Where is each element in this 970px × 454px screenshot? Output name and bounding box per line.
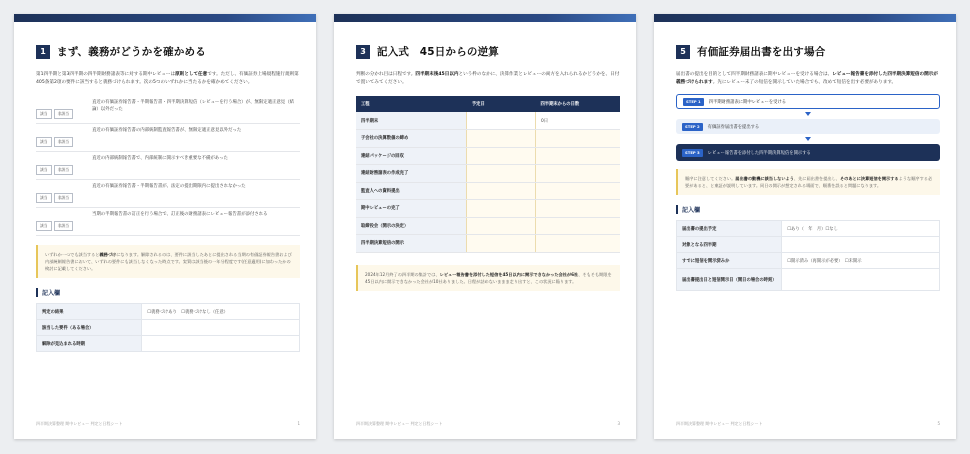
form-field[interactable] bbox=[782, 269, 940, 291]
arrow-down-icon bbox=[805, 137, 811, 141]
page-header-bar bbox=[654, 14, 956, 22]
not-applicable-tag[interactable]: 非該当 bbox=[54, 109, 73, 119]
date-input[interactable] bbox=[467, 182, 536, 200]
form-row bbox=[37, 336, 300, 352]
form-field[interactable] bbox=[142, 336, 300, 352]
page-header-bar bbox=[334, 14, 636, 22]
date-input[interactable] bbox=[467, 147, 536, 165]
section-title: 記入式 45日からの逆算 bbox=[377, 46, 500, 58]
step-flow bbox=[676, 94, 940, 161]
days-input[interactable] bbox=[536, 165, 621, 183]
form-row bbox=[677, 253, 940, 269]
checklist-text: 直近の有価証券報告書の内部統制監査報告書が、無限定適正意見以外だった bbox=[92, 128, 242, 134]
section-number: 3 bbox=[356, 45, 370, 59]
step-text: レビュー報告書を添付した四半期決算短信を開示する bbox=[707, 150, 811, 156]
checklist-item bbox=[36, 208, 300, 236]
form-field[interactable] bbox=[142, 320, 300, 336]
form-heading bbox=[676, 205, 940, 214]
page-footer bbox=[676, 421, 940, 427]
step-label: 四半期末 bbox=[356, 112, 467, 130]
checklist-text: 直近の内部統制報告書で、内部統制に開示すべき重要な不備があった bbox=[92, 156, 228, 162]
form-title: 記入欄 bbox=[42, 290, 61, 298]
table-row bbox=[356, 112, 620, 130]
table-row bbox=[356, 130, 620, 148]
step-badge: STEP 1 bbox=[683, 98, 704, 106]
step-label: 子会社の決算数値の締め bbox=[356, 130, 467, 148]
intro-paragraph: 第1四半期と第3四半期の四半期財務諸表等に対する期中レビューは原則として任意です。ただし、有価証券上場規程施行規則第405条第2項の要件に該当すると義務づけられます。次の5つのいずれかに当たるかを確かめてください。 bbox=[36, 72, 299, 85]
form-label: 対象となる四半期 bbox=[677, 237, 782, 253]
heading-accent-bar bbox=[36, 288, 38, 297]
days-input[interactable] bbox=[536, 130, 621, 148]
page-header-bar bbox=[14, 14, 316, 22]
form-heading bbox=[36, 288, 300, 297]
days-input[interactable]: 0日 bbox=[536, 112, 621, 130]
form-label: 該当した要件（ある場合） bbox=[37, 320, 142, 336]
step-1 bbox=[676, 94, 940, 109]
page-footer bbox=[36, 421, 300, 427]
not-applicable-tag[interactable]: 非該当 bbox=[54, 221, 73, 231]
table-row bbox=[356, 200, 620, 218]
entry-form bbox=[676, 220, 940, 291]
form-field[interactable] bbox=[782, 237, 940, 253]
page-1 bbox=[14, 14, 316, 439]
date-input[interactable] bbox=[467, 235, 536, 253]
section-number: 5 bbox=[676, 45, 690, 59]
not-applicable-tag[interactable]: 非該当 bbox=[54, 165, 73, 175]
section-number: 1 bbox=[36, 45, 50, 59]
checklist-text: 当期の半期報告書の訂正を行う場合で、訂正後の財務諸表にレビュー報告書が添付される bbox=[92, 212, 268, 218]
page-number: 1 bbox=[297, 421, 300, 426]
form-field[interactable]: ☐あり（ 年 月）☐なし bbox=[782, 221, 940, 237]
days-input[interactable] bbox=[536, 200, 621, 218]
column-header-step: 工程 bbox=[356, 96, 467, 112]
schedule-table bbox=[356, 96, 620, 253]
days-input[interactable] bbox=[536, 182, 621, 200]
not-applicable-tag[interactable]: 非該当 bbox=[54, 193, 73, 203]
note-box: 2024年12月終了の四半期の集計では、レビュー報告書を添付した短信を45日以内に開示できなかった会社が6社、そもそも期限を45日以内に開示できなかった会社が10社ありました。日程が詰めないままま走り出すと、この状況に陥ります。 bbox=[356, 265, 620, 291]
form-field[interactable]: ☐義務づけあり ☐義務づけなし（任意） bbox=[142, 304, 300, 320]
step-label: 四半期決算短信の開示 bbox=[356, 235, 467, 253]
form-row bbox=[677, 221, 940, 237]
form-row bbox=[37, 304, 300, 320]
checklist-text: 直近の有価証券報告書・半期報告書が、法定の提出期限内に提出されなかった bbox=[92, 184, 246, 190]
schedule-header-row bbox=[356, 96, 620, 112]
section-heading bbox=[676, 44, 940, 59]
step-badge: STEP 3 bbox=[682, 149, 703, 157]
step-3 bbox=[676, 144, 940, 161]
date-input[interactable] bbox=[467, 200, 536, 218]
form-label: 判定の結果 bbox=[37, 304, 142, 320]
note-box: いずれか一つでも該当すると義務づけになります。解除されるのは、要件に該当したあとに提出される当期の有価証券報告書および内部統制報告書において、いずれの要件にも該当しなくなった時点です。実質は該当後の一年分程度です(任意適用)に加わったかの検討に記載してください。 bbox=[36, 245, 300, 278]
footer-title: 四半期決算整理 期中レビュー 判定と日程シート bbox=[356, 421, 443, 426]
days-input[interactable] bbox=[536, 235, 621, 253]
form-label: 届出書の提出予定 bbox=[677, 221, 782, 237]
form-label: すでに短信を開示済みか bbox=[677, 253, 782, 269]
days-input[interactable] bbox=[536, 147, 621, 165]
applicable-tag[interactable]: 該当 bbox=[36, 221, 52, 231]
intro-paragraph: 判断の分かれ目は日程です。四半期末後45日以内という枠のなかに、決算作業とレビューの両方を入れられるかどうかを、日付で置いてみてください。 bbox=[356, 72, 620, 85]
entry-form bbox=[36, 303, 300, 352]
footer-title: 四半期決算整理 期中レビュー 判定と日程シート bbox=[36, 421, 123, 426]
page-number: 3 bbox=[617, 421, 620, 426]
not-applicable-tag[interactable]: 非該当 bbox=[54, 137, 73, 147]
page-5 bbox=[654, 14, 956, 439]
section-heading bbox=[36, 44, 300, 59]
step-label: 連結財務諸表の作成完了 bbox=[356, 165, 467, 183]
step-text: 四半期財務諸表に期中レビューを受ける bbox=[708, 99, 787, 105]
section-title: 有価証券届出書を出す場合 bbox=[697, 46, 826, 58]
note-box: 順序に注意してください。届出書の動機に該当しないよう、先に届出書を提出し、そのあとに決算短信を開示するような順序する必要があると、と東証が説明しています。同日の開示が想定される場面で、順番を誤ると問題になります。 bbox=[676, 169, 940, 195]
form-row bbox=[677, 237, 940, 253]
applicable-tag[interactable]: 該当 bbox=[36, 109, 52, 119]
checklist-item bbox=[36, 124, 300, 152]
step-2 bbox=[676, 119, 940, 134]
table-row bbox=[356, 235, 620, 253]
form-field[interactable]: ☐開示済み（再開示が必要） ☐未開示 bbox=[782, 253, 940, 269]
checklist-item bbox=[36, 180, 300, 208]
date-input[interactable] bbox=[467, 165, 536, 183]
table-row bbox=[356, 165, 620, 183]
page-3 bbox=[334, 14, 636, 439]
page-number: 5 bbox=[937, 421, 940, 426]
requirement-checklist bbox=[36, 96, 300, 236]
intro-paragraph: 届出書の提出を目的として四半期財務諸表に期中レビューを受ける場合は、レビュー報告書を添付した四半期決算短信の開示が義務づけられます。先にレビュー末了の短信を開示していた場合でも、改めて短信を出す必要があります。 bbox=[676, 72, 938, 85]
applicable-tag[interactable]: 該当 bbox=[36, 193, 52, 203]
step-label: 連結パッケージの回収 bbox=[356, 147, 467, 165]
page-footer bbox=[356, 421, 620, 427]
date-input[interactable] bbox=[467, 217, 536, 235]
checklist-item bbox=[36, 96, 300, 124]
step-badge: STEP 2 bbox=[682, 123, 703, 131]
form-row bbox=[677, 269, 940, 291]
column-header-date: 予定日 bbox=[467, 96, 536, 112]
footer-title: 四半期決算整理 期中レビュー 判定と日程シート bbox=[676, 421, 763, 426]
form-label: 解除が見込まれる時期 bbox=[37, 336, 142, 352]
section-title: まず、義務がどうかを確かめる bbox=[57, 46, 206, 58]
arrow-down-icon bbox=[805, 112, 811, 116]
form-title: 記入欄 bbox=[682, 207, 701, 215]
step-label: 取締役会（開示の決定） bbox=[356, 217, 467, 235]
step-text: 有価証券届出書を提出する bbox=[707, 124, 760, 130]
checklist-item bbox=[36, 152, 300, 180]
table-row bbox=[356, 217, 620, 235]
applicable-tag[interactable]: 該当 bbox=[36, 137, 52, 147]
table-row bbox=[356, 147, 620, 165]
checklist-text: 直近の有価証券報告書・半期報告書・四半期決算短信（レビューを行う場合）が、無限定適正意見（結論）以外だった bbox=[92, 100, 294, 112]
form-label: 届出書提出日と短信開示日（開日の場合の時刻） bbox=[677, 269, 782, 291]
date-input[interactable] bbox=[467, 112, 536, 130]
table-row bbox=[356, 182, 620, 200]
step-label: 監査人への資料提出 bbox=[356, 182, 467, 200]
step-label: 期中レビューの完了 bbox=[356, 200, 467, 218]
section-heading bbox=[356, 44, 620, 59]
heading-accent-bar bbox=[676, 205, 678, 214]
days-input[interactable] bbox=[536, 217, 621, 235]
column-header-days: 四半期末からの日数 bbox=[536, 96, 621, 112]
applicable-tag[interactable]: 該当 bbox=[36, 165, 52, 175]
form-row bbox=[37, 320, 300, 336]
date-input[interactable] bbox=[467, 130, 536, 148]
